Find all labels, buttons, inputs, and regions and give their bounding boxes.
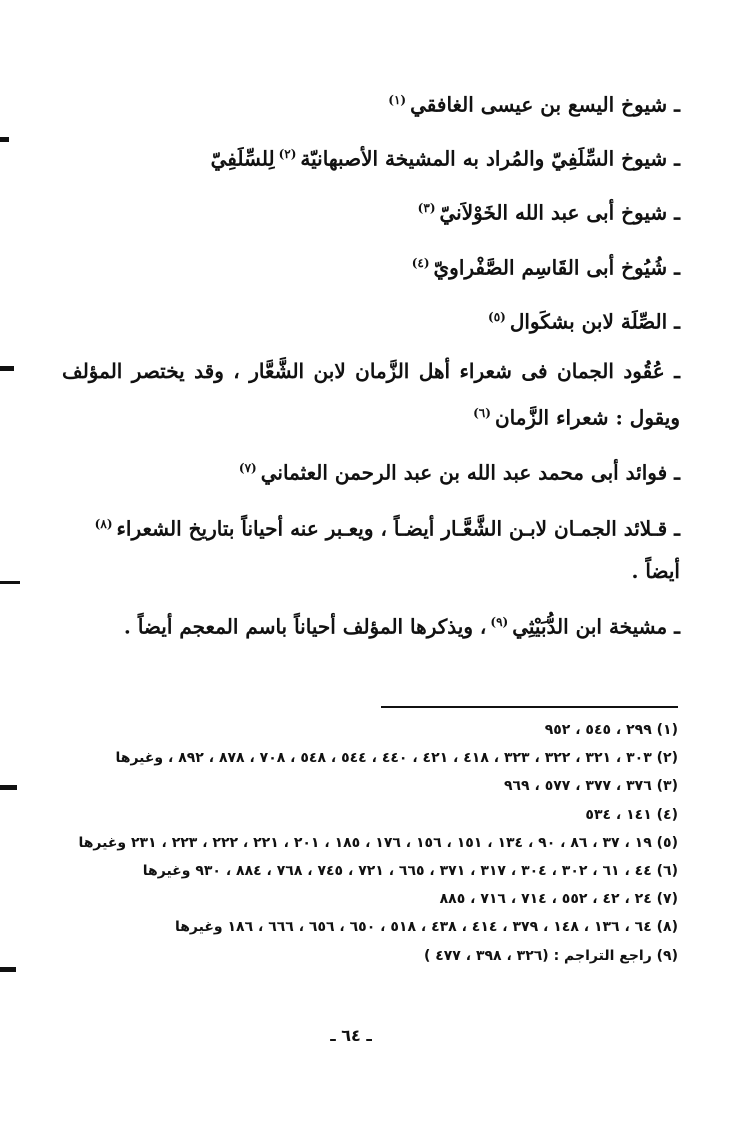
entry-6: [62, 350, 680, 439]
entry-8: [62, 503, 680, 592]
footnote-ref: (٩): [490, 615, 509, 629]
entry-text: ـ الصِّلَة لابن بشكَوال: [509, 309, 680, 334]
margin-mark: [0, 137, 9, 142]
footnote-2: (٢) ٣٠٣ ، ٣٢١ ، ٣٢٢ ، ٣٢٣ ، ٤١٨ ، ٤٢١ ، ٤٤٠ ، ٥٤٤ ، ٥٤٨ ، ٧٠٨ ، ٨٧٨ ، ٨٩٢ ، وغيرها: [115, 750, 678, 767]
margin-mark: [0, 366, 14, 371]
footnote-8: (٨) ٦٤ ، ١٣٦ ، ١٤٨ ، ٣٧٩ ، ٤١٤ ، ٤٣٨ ، ٥١٨ ، ٦٥٠ ، ٦٥٦ ، ٦٦٦ ، ١٨٦ وغيرها: [174, 919, 678, 936]
entry-text: ـ مشيخة ابن الدُّبَيْثِي: [512, 614, 680, 639]
entry-text: ـ شيوخ اليسع بن عيسى الغافقي: [410, 92, 680, 117]
entry-7: [235, 447, 680, 494]
footnote-ref: (٦): [473, 406, 491, 420]
footnote-3: (٣) ٣٧٦ ، ٣٧٧ ، ٥٧٧ ، ٩٦٩: [503, 778, 678, 795]
footnote-ref: (٤): [411, 256, 430, 270]
footnote-divider: [381, 706, 678, 708]
margin-mark: [0, 581, 20, 584]
entry-text-continued: لِلسِّلَفِيّ: [210, 146, 275, 171]
margin-mark: [0, 785, 17, 790]
entry-text: ـ فوائد أبى محمد عبد الله بن عبد الرحمن العثماني: [260, 460, 680, 485]
footnote-ref: (١): [388, 93, 407, 107]
entry-text: ـ قـلائد الجمـان لابـن الشَّعَّـار أيضـاً ، ويعـبر عنه أحياناً بتاريخ الشعراء: [116, 516, 680, 541]
entry-3: [414, 187, 680, 234]
footnote-5: (٥) ١٩ ، ٣٧ ، ٨٦ ، ٩٠ ، ١٣٤ ، ١٥١ ، ١٥٦ ، ١٧٦ ، ١٨٥ ، ٢٠١ ، ٢٢١ ، ٢٢٢ ، ٢٢٣ ، ٢٣١ وغيرها: [78, 834, 678, 851]
entry-text: ـ عُقُود الجمان فى شعراء أهل الزَّمان لابن الشَّعَّار ، وقد يختصر المؤلف ويقول : شعراء الزَّمان: [62, 359, 680, 430]
entry-5: [484, 296, 680, 343]
entry-2: [211, 133, 680, 180]
footnote-ref: (٧): [238, 461, 257, 475]
margin-mark: [0, 967, 16, 972]
entry-4: [408, 242, 680, 289]
footnote-4: (٤) ١٤١ ، ٥٣٤: [585, 806, 678, 823]
entry-text: ـ شيوخ أبى عبد الله الخَوْلاَنيّ: [439, 200, 680, 225]
entry-text: ـ شُيُوخ أبى القَاسِم الصَّفْراويّ: [433, 255, 680, 280]
entry-text: ـ شيوخ السِّلَفِيّ والمُراد به المشيخة الأصبهانيّة: [300, 146, 680, 171]
footnote-6: (٦) ٤٤ ، ٦١ ، ٣٠٢ ، ٣٠٤ ، ٣١٧ ، ٣٧١ ، ٦٦٥ ، ٧٢١ ، ٧٤٥ ، ٧٦٨ ، ٨٨٤ ، ٩٣٠ وغيرها: [142, 862, 678, 879]
footnote-7: (٧) ٢٤ ، ٤٢ ، ٥٥٢ ، ٧١٤ ، ٧١٦ ، ٨٨٥: [439, 891, 678, 908]
footnote-ref: (٢): [278, 147, 297, 161]
entry-1: [384, 79, 680, 126]
footnote-ref: (٣): [417, 201, 436, 215]
entry-text-continued: أيضاً .: [631, 558, 680, 583]
footnote-9: (٩) راجع التراجم : (٣٢٦ ، ٣٩٨ ، ٤٧٧ ): [423, 947, 678, 964]
footnote-1: (١) ٢٩٩ ، ٥٤٥ ، ٩٥٢: [544, 722, 678, 738]
entry-9: [124, 601, 680, 648]
footnote-ref: (٥): [488, 310, 506, 324]
footnotes-list: [58, 716, 678, 970]
page-number: ـ ٦٤ ـ: [330, 1026, 372, 1045]
entry-text-continued: ، ويذكرها المؤلف أحياناً باسم المعجم أيضاً .: [123, 614, 487, 639]
footnote-ref: (٨): [94, 517, 113, 531]
